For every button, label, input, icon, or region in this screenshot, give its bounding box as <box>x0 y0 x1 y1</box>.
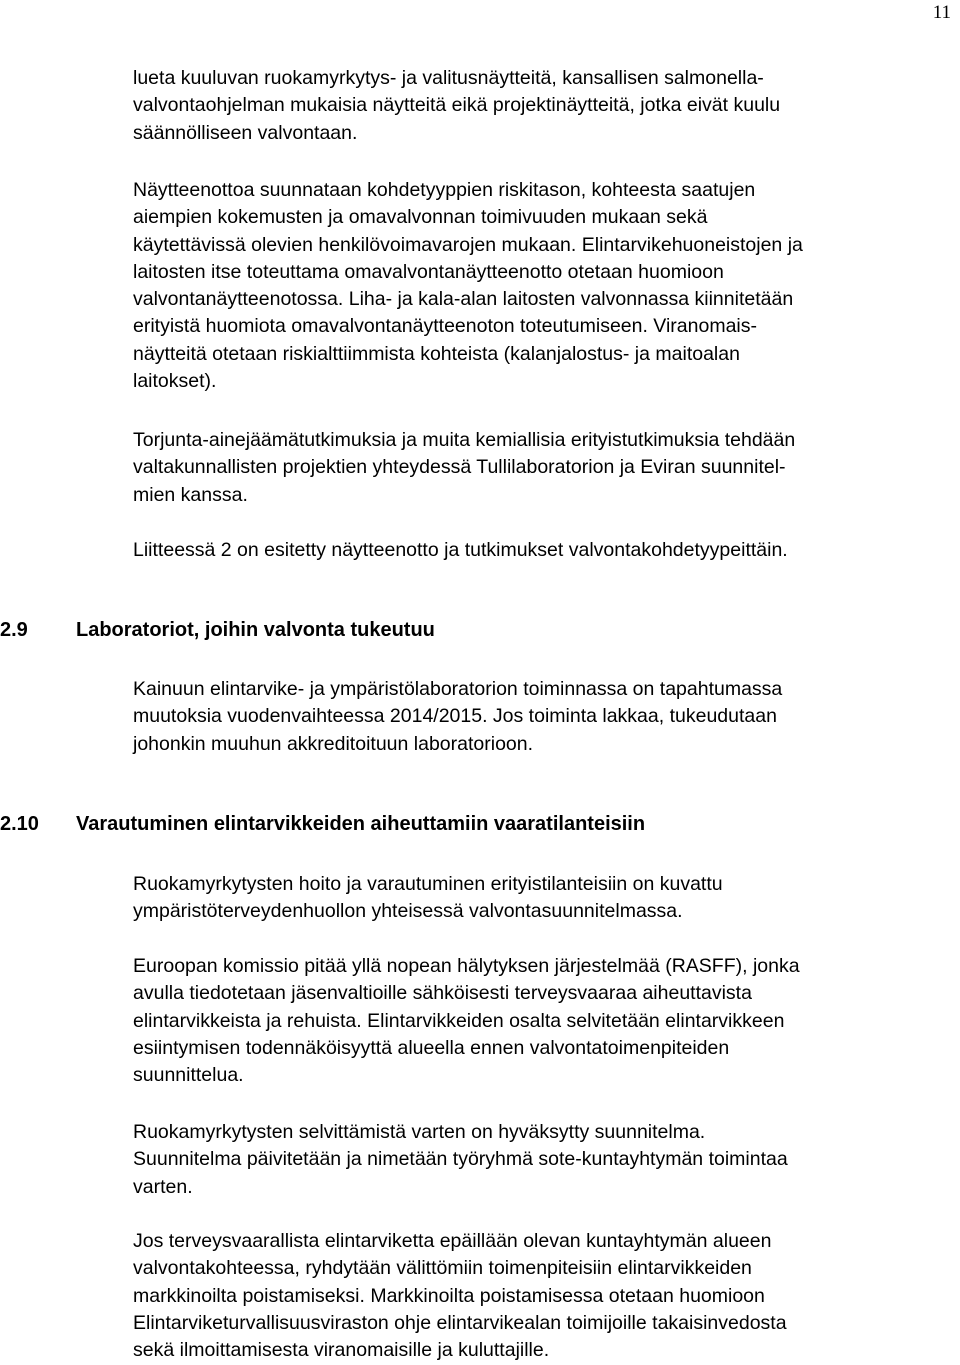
text-line: mien kanssa. <box>133 483 248 506</box>
paragraph-food-poisoning-handling <box>133 871 953 926</box>
paragraph-investigation-plan <box>133 1119 953 1201</box>
text-line: aiempien kokemusten ja omavalvonnan toimivuuden mukaan sekä <box>133 206 708 229</box>
text-line: valtakunnallisten projektien yhteydessä Tullilaboratorion ja Eviran suunnitel- <box>133 456 786 479</box>
text-line: johonkin muuhun akkreditoituun laboratorioon. <box>133 732 534 755</box>
paragraph-sampling-targeting <box>133 177 953 395</box>
paragraph-pesticide-residues <box>133 427 953 509</box>
text-line: Elintarviketurvallisuusviraston ohje elintarvikealan toimijoille takaisinvedosta <box>133 1311 787 1334</box>
text-line: Torjunta-ainejäämätutkimuksia ja muita kemiallisia erityistutkimuksia tehdään <box>133 429 796 451</box>
text-line: erityistä huomiota omavalvontanäytteenoton toteutumiseen. Viranomais- <box>133 315 757 338</box>
text-line: Euroopan komissio pitää yllä nopean hälytyksen järjestelmää (RASFF), jonka <box>133 955 800 977</box>
text-line: sekä ilmoittamisesta viranomaisille ja kuluttajille. <box>133 1339 550 1362</box>
text-line: Liitteessä 2 on esitetty näytteenotto ja tutkimukset valvontakohdetyypeittäin. <box>133 539 788 561</box>
section-number: 2.10 <box>0 813 39 835</box>
text-line: Jos terveysvaarallista elintarviketta epäillään olevan kuntayhtymän alueen <box>133 1230 772 1252</box>
section-number: 2.9 <box>0 619 28 641</box>
paragraph-rasff <box>133 953 953 1089</box>
section-title: Varautuminen elintarvikkeiden aiheuttamiin vaaratilanteisiin <box>76 813 646 835</box>
text-line: lueta kuuluvan ruokamyrkytys- ja valitusnäytteitä, kansallisen salmonella- <box>133 67 764 89</box>
text-line: Ruokamyrkytysten selvittämistä varten on hyväksytty suunnitelma. <box>133 1121 706 1143</box>
text-line: varten. <box>133 1175 193 1198</box>
page-number: 11 <box>932 2 951 23</box>
text-line: muutoksia vuodenvaihteessa 2014/2015. Jos toiminta lakkaa, tukeudutaan <box>133 705 777 728</box>
text-line: näytteitä otetaan riskialttiimmista kohteista (kalanjalostus- ja maitoalan <box>133 342 740 365</box>
paragraph-sampling-exclusions <box>133 65 953 147</box>
section-title: Laboratoriot, joihin valvonta tukeutuu <box>76 619 435 641</box>
text-line: käytettävissä olevien henkilövoimavarojen mukaan. Elintarvikehuoneistojen ja <box>133 233 803 256</box>
text-line: laitokset). <box>133 370 217 393</box>
text-line: avulla tiedotetaan jäsenvaltioille sähköisesti terveysvaaraa aiheuttavista <box>133 982 752 1005</box>
text-line: ympäristöterveydenhuollon yhteisessä valvontasuunnitelmassa. <box>133 900 683 923</box>
text-line: valvontaohjelman mukaisia näytteitä eikä projektinäytteitä, jotka eivät kuulu <box>133 94 781 117</box>
paragraph-market-withdrawal <box>133 1228 953 1364</box>
text-line: valvontakohteessa, ryhdytään välittömiin toimenpiteisiin elintarvikkeiden <box>133 1257 752 1280</box>
text-line: esiintymisen todennäköisyyttä alueella ennen valvontatoimenpiteiden <box>133 1036 730 1059</box>
text-line: Suunnitelma päivitetään ja nimetään työryhmä sote-kuntayhtymän toimintaa <box>133 1148 788 1171</box>
text-line: elintarvikkeista ja rehuista. Elintarvikkeiden osalta selvitetään elintarvikkeen <box>133 1009 785 1032</box>
text-line: Näytteenottoa suunnataan kohdetyyppien riskitason, kohteesta saatujen <box>133 179 756 201</box>
text-line: markkinoilta poistamiseksi. Markkinoilta poistamisessa otetaan huomioon <box>133 1284 765 1307</box>
paragraph-appendix-reference <box>133 537 953 564</box>
text-line: laitosten itse toteuttama omavalvontanäytteenotto otetaan huomioon <box>133 260 724 283</box>
text-line: suunnittelua. <box>133 1064 244 1087</box>
text-line: valvontanäytteenotossa. Liha- ja kala-alan laitosten valvonnassa kiinnitetään <box>133 288 794 311</box>
paragraph-laboratory-changes <box>133 676 953 758</box>
text-line: Kainuun elintarvike- ja ympäristölaboratorion toiminnassa on tapahtumassa <box>133 678 783 700</box>
text-line: Ruokamyrkytysten hoito ja varautuminen erityistilanteisiin on kuvattu <box>133 873 723 895</box>
text-line: säännölliseen valvontaan. <box>133 121 358 144</box>
